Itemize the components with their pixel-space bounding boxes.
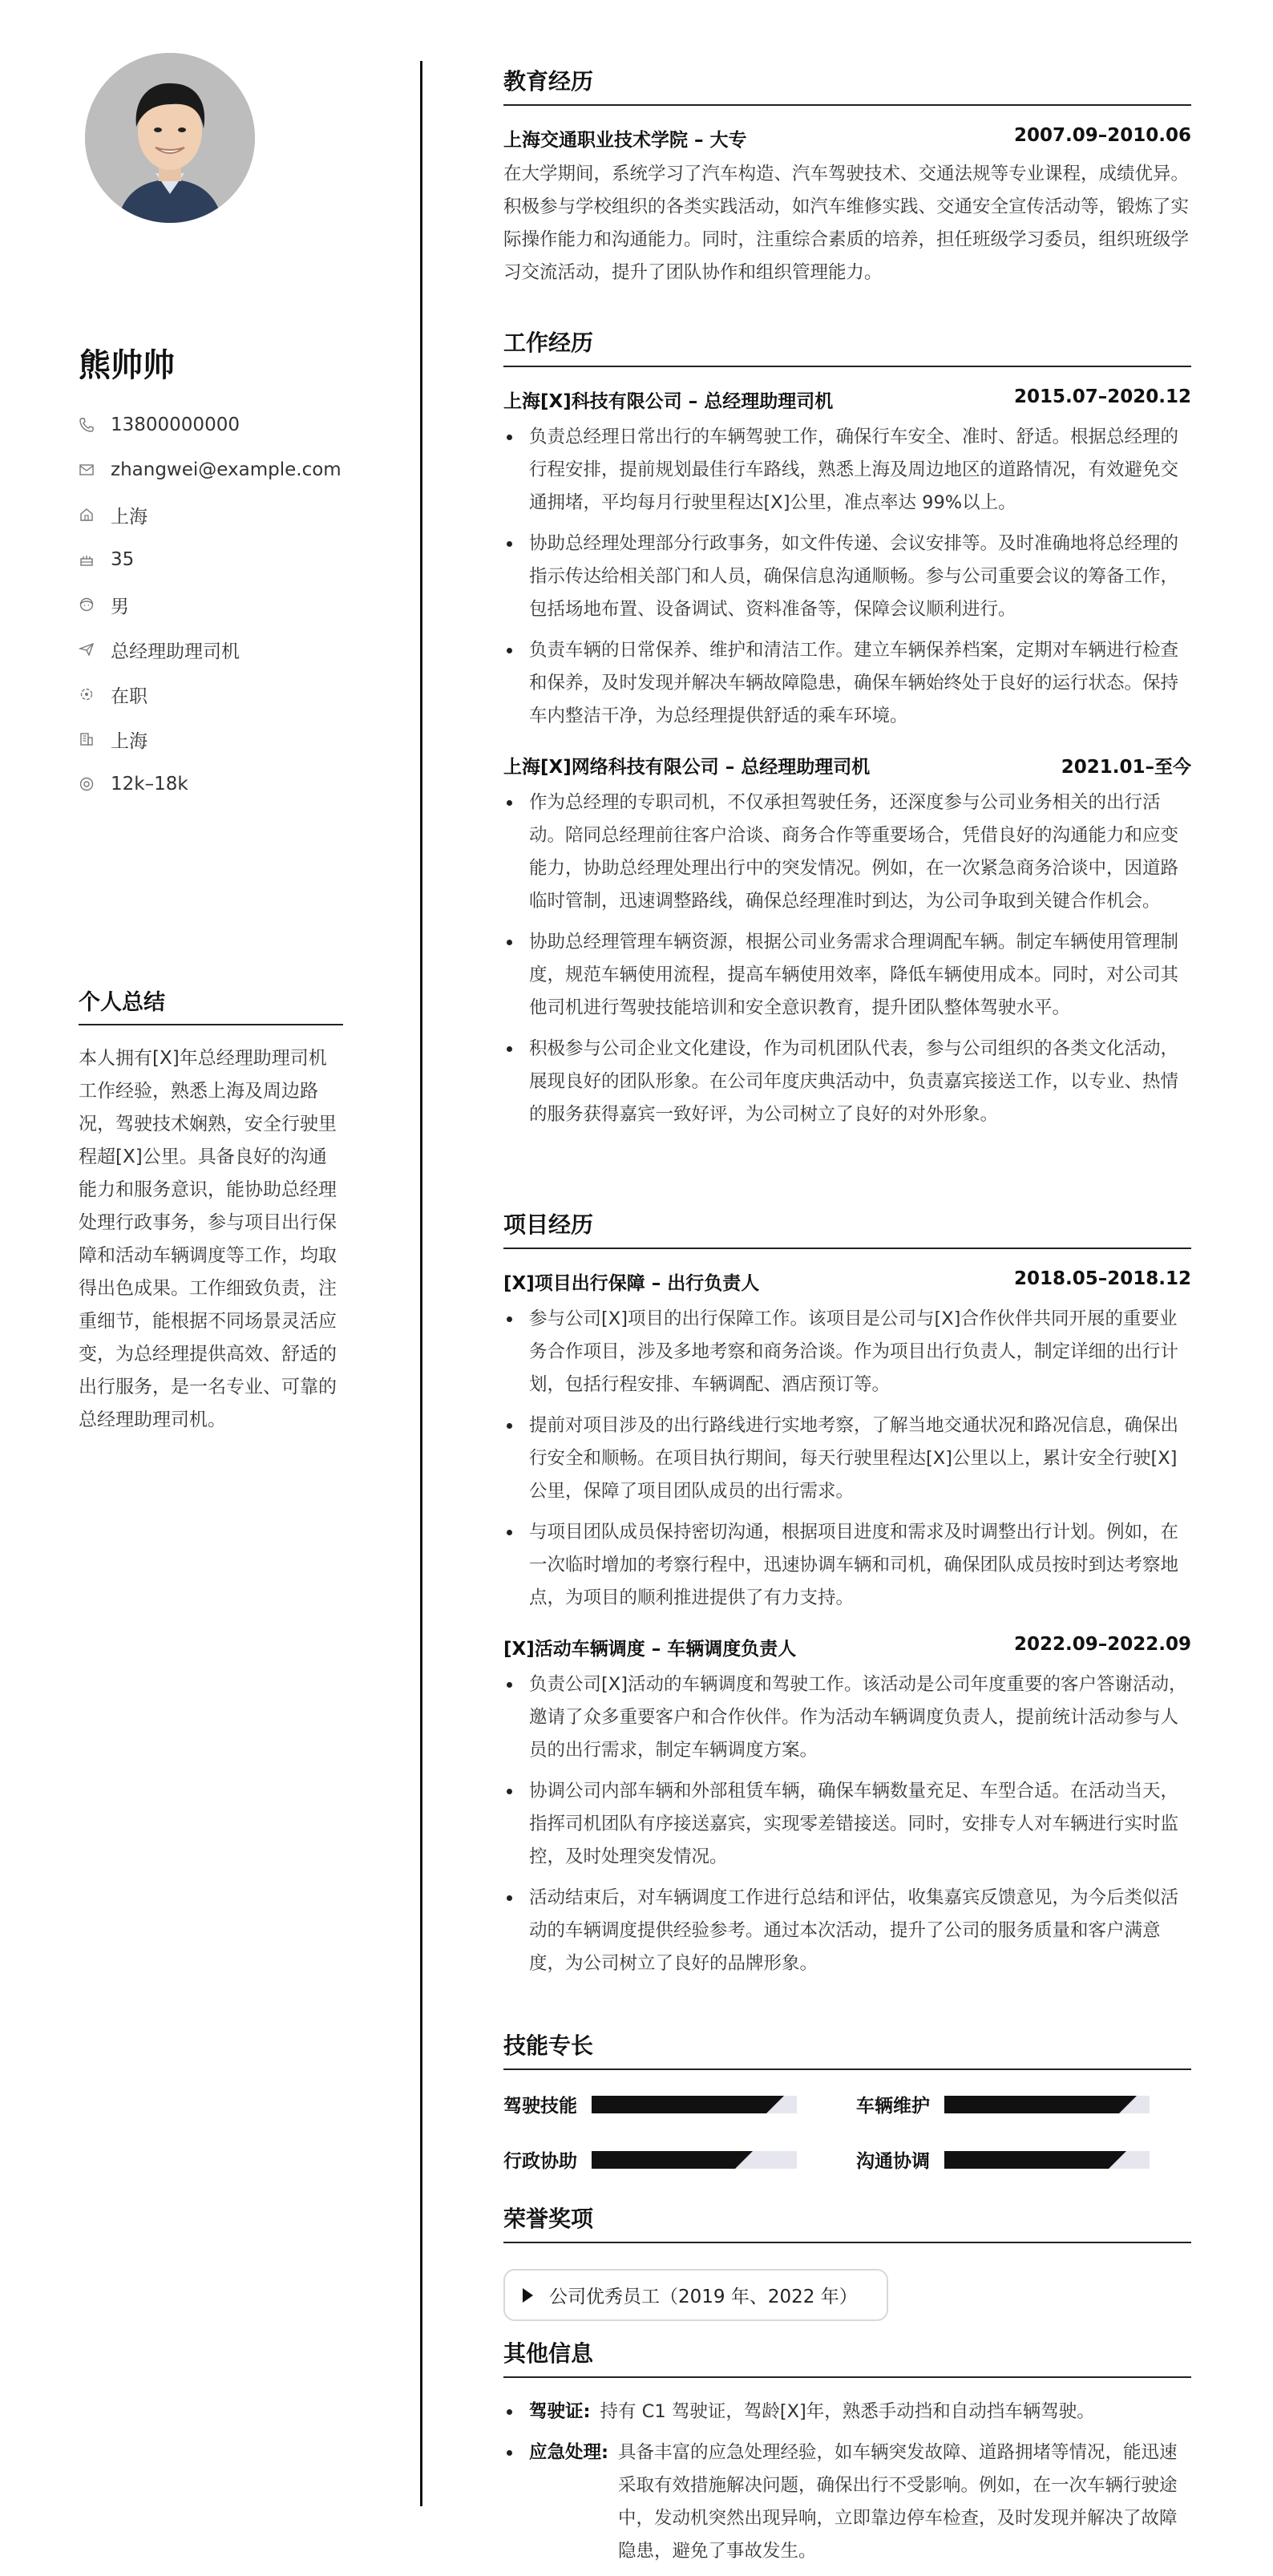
gender-icon	[79, 596, 95, 613]
phone-icon	[79, 417, 95, 433]
email-icon	[79, 462, 95, 478]
skill-admin	[503, 2146, 856, 2173]
list-item: 协助总经理管理车辆资源，根据公司业务需求合理调配车辆。制定车辆使用管理制度，规范车辆使用流程，提高车辆使用效率，降低车辆使用成本。同时，对公司其他司机进行驾驶技能培训和安全意识教育，提升团队整体驾驶水平。	[503, 926, 1191, 1025]
project-1-head	[503, 1268, 1191, 1295]
list-item: 负责总经理日常出行的车辆驾驶工作，确保行车安全、准时、舒适。根据总经理的行程安排，提前规划最佳行车路线，熟悉上海及周边地区的道路情况，有效避免交通拥堵，平均每月行驶里程达[X]公里，准点率达 99%以上。	[503, 421, 1191, 520]
contact-email	[79, 447, 343, 492]
contact-salary	[79, 762, 343, 807]
project-2-name: [X]活动车辆调度 – 车辆调度负责人	[503, 1639, 797, 1660]
skill-fill	[944, 2151, 1109, 2169]
salary-icon	[79, 776, 95, 792]
skill-name: 沟通协调	[856, 2151, 930, 2172]
skill-bar	[944, 2096, 1150, 2113]
skill-bar	[944, 2151, 1150, 2169]
other-list	[503, 2396, 1191, 2568]
home-icon	[79, 507, 95, 523]
list-item: 协助总经理处理部分行政事务，如文件传递、会议安排等。及时准确地将总经理的指示传达给相关部门和人员，确保信息沟通顺畅。参与公司重要会议的筹备工作，包括场地布置、设备调试、资料准备等，保障会议顺利进行。	[503, 528, 1191, 626]
skill-communication	[856, 2146, 1191, 2173]
education-period: 2007.09–2010.06	[1013, 125, 1191, 146]
candidate-name: 熊帅帅	[79, 347, 175, 384]
avatar-portrait	[85, 53, 255, 223]
salary-value: 12k–18k	[111, 774, 188, 795]
education-school: 上海交通职业技术学院 – 大专	[503, 130, 747, 151]
list-item: 提前对项目涉及的出行路线进行实地考察，了解当地交通状况和路况信息，确保出行安全和顺畅。在项目执行期间，每天行驶里程达[X]公里以上，累计安全行驶[X]公里，保障了项目团队成员的出行需求。	[503, 1409, 1191, 1508]
education-section	[503, 64, 1191, 289]
list-item: 作为总经理的专职司机，不仅承担驾驶任务，还深度参与公司业务相关的出行活动。陪同总经理前往客户洽谈、商务合作等重要场合，凭借良好的沟通能力和应变能力，协助总经理处理出行中的突发情况。例如，在一次紧急商务洽谈中，因道路临时管制，迅速调整路线，确保总经理准时到达，为公司争取到关键合作机会。	[503, 787, 1191, 918]
contact-phone	[79, 402, 343, 447]
education-title: 教育经历	[503, 64, 1191, 106]
work-section	[503, 326, 1191, 1139]
list-item: 积极参与公司企业文化建设，作为司机团队代表，参与公司组织的各类文化活动，展现良好的团队形象。在公司年度庆典活动中，负责嘉宾接送工作，以专业、热情的服务获得嘉宾一致好评，为公司树立了良好的对外形象。	[503, 1033, 1191, 1131]
summary-title: 个人总结	[79, 985, 343, 1025]
honors-title: 荣誉奖项	[503, 2202, 1191, 2243]
skill-fill	[592, 2096, 766, 2113]
job-1-period: 2015.07–2020.12	[1013, 386, 1191, 407]
contact-city	[79, 717, 343, 762]
job-1-company: 上海[X]科技有限公司 – 总经理助理司机	[503, 391, 834, 412]
list-item	[503, 2436, 1191, 2568]
job-1-bullets	[503, 421, 1191, 733]
project-1-period: 2018.05–2018.12	[1013, 1268, 1191, 1289]
project-1-name: [X]项目出行保障 – 出行负责人	[503, 1273, 760, 1294]
age-icon	[79, 552, 95, 568]
education-description: 在大学期间，系统学习了汽车构造、汽车驾驶技术、交通法规等专业课程，成绩优异。积极参与学校组织的各类实践活动，如汽车维修实践、交通安全宣传活动等，锻炼了实际操作能力和沟通能力。同时，注重综合素质的培养，担任班级学习委员，组织班级学习交流活动，提升了团队协作和组织管理能力。	[503, 164, 1190, 283]
contact-status	[79, 672, 343, 717]
position-value: 总经理助理司机	[111, 641, 240, 662]
skill-maintenance	[856, 2091, 1191, 2117]
contact-list	[79, 402, 343, 807]
status-icon	[79, 686, 95, 702]
gender-value: 男	[111, 596, 129, 617]
other-text: 持有 C1 驾驶证，驾龄[X]年，熟悉手动挡和自动挡车辆驾驶。	[600, 2401, 1095, 2422]
education-entry-head	[503, 125, 1191, 152]
job-2-period: 2021.01–至今	[1061, 757, 1191, 778]
skill-bar	[592, 2096, 797, 2113]
skill-name: 驾驶技能	[503, 2096, 577, 2117]
job-1-head	[503, 386, 1191, 413]
phone-value: 13800000000	[111, 415, 240, 435]
other-label: 驾驶证:	[529, 2401, 591, 2422]
contact-gender	[79, 582, 343, 627]
contact-age	[79, 537, 343, 582]
job-2-head	[503, 752, 1191, 778]
projects-title: 项目经历	[503, 1207, 1191, 1249]
send-icon	[79, 641, 95, 657]
job-2-bullets	[503, 787, 1191, 1131]
award-text: 公司优秀员工（2019 年、2022 年）	[549, 2287, 858, 2307]
list-item: 负责公司[X]活动的车辆调度和驾驶工作。该活动是公司年度重要的客户答谢活动，邀请了众多重要客户和合作伙伴。作为活动车辆调度负责人，提前统计活动参与人员的出行需求，制定车辆调度方案。	[503, 1668, 1191, 1767]
status-value: 在职	[111, 685, 148, 707]
email-value: zhangwei@example.com	[111, 459, 341, 480]
job-2-company: 上海[X]网络科技有限公司 – 总经理助理司机	[503, 757, 871, 778]
summary-text: 本人拥有[X]年总经理助理司机工作经验，熟悉上海及周边路况，驾驶技术娴熟，安全行驶里程超[X]公里。具备良好的沟通能力和服务意识，能协助总经理处理行政事务，参与项目出行保障和活动车辆调度等工作，均取得出色成果。工作细致负责，注重细节，能根据不同场景灵活应变，为总经理提供高效、舒适的出行服务，是一名专业、可靠的总经理助理司机。	[79, 1048, 337, 1430]
skills-grid	[503, 2091, 1191, 2173]
skills-section	[503, 2028, 1191, 2173]
list-item: 活动结束后，对车辆调度工作进行总结和评估，收集嘉宾反馈意见，为今后类似活动的车辆调度提供经验参考。通过本次活动，提升了公司的服务质量和客户满意度，为公司树立了良好的品牌形象。	[503, 1882, 1191, 1980]
age-value: 35	[111, 549, 135, 570]
skill-fill	[592, 2151, 735, 2169]
skills-title: 技能专长	[503, 2028, 1191, 2070]
skill-fill	[944, 2096, 1119, 2113]
list-item: 与项目团队成员保持密切沟通，根据项目进度和需求及时调整出行计划。例如，在一次临时增加的考察行程中，迅速协调车辆和司机，确保团队成员按时到达考察地点，为项目的顺利推进提供了有力支持。	[503, 1516, 1191, 1615]
skill-name: 车辆维护	[856, 2096, 930, 2117]
list-item: 协调公司内部车辆和外部租赁车辆，确保车辆数量充足、车型合适。在活动当天，指挥司机团队有序接送嘉宾，实现零差错接送。同时，安排专人对车辆进行实时监控，及时处理突发情况。	[503, 1775, 1191, 1874]
honors-section	[503, 2202, 1191, 2321]
skill-name: 行政协助	[503, 2151, 577, 2172]
award-item	[503, 2269, 888, 2321]
list-item: 参与公司[X]项目的出行保障工作。该项目是公司与[X]合作伙伴共同开展的重要业务合作项目，涉及多地考察和商务洽谈。作为项目出行负责人，制定详细的出行计划，包括行程安排、车辆调配、酒店预订等。	[503, 1303, 1191, 1401]
city-value: 上海	[111, 730, 148, 752]
other-title: 其他信息	[503, 2336, 1191, 2378]
other-text: 具备丰富的应急处理经验，如车辆突发故障、道路拥堵等情况，能迅速采取有效措施解决问题，确保出行不受影响。例如，在一次车辆行驶途中，发动机突然出现异响，立即靠边停车检查，及时发现并解决了故障隐患，避免了事故发生。	[618, 2442, 1178, 2562]
work-title: 工作经历	[503, 326, 1191, 367]
contact-position	[79, 627, 343, 672]
project-2-head	[503, 1634, 1191, 1660]
projects-section	[503, 1207, 1191, 1988]
skill-driving	[503, 2091, 856, 2117]
other-label: 应急处理:	[529, 2442, 608, 2463]
play-triangle-icon	[523, 2288, 533, 2303]
list-item	[503, 2396, 1191, 2428]
project-2-bullets	[503, 1668, 1191, 1980]
project-2-period: 2022.09–2022.09	[1013, 1634, 1191, 1655]
location-value: 上海	[111, 506, 148, 528]
project-1-bullets	[503, 1303, 1191, 1615]
other-section	[503, 2336, 1191, 2576]
vertical-divider	[420, 61, 422, 2506]
avatar	[85, 53, 255, 223]
contact-location	[79, 492, 343, 537]
building-icon	[79, 731, 95, 747]
skill-bar	[592, 2151, 797, 2169]
list-item: 负责车辆的日常保养、维护和清洁工作。建立车辆保养档案，定期对车辆进行检查和保养，及时发现并解决车辆故障隐患，确保车辆始终处于良好的运行状态。保持车内整洁干净，为总经理提供舒适的乘车环境。	[503, 634, 1191, 733]
